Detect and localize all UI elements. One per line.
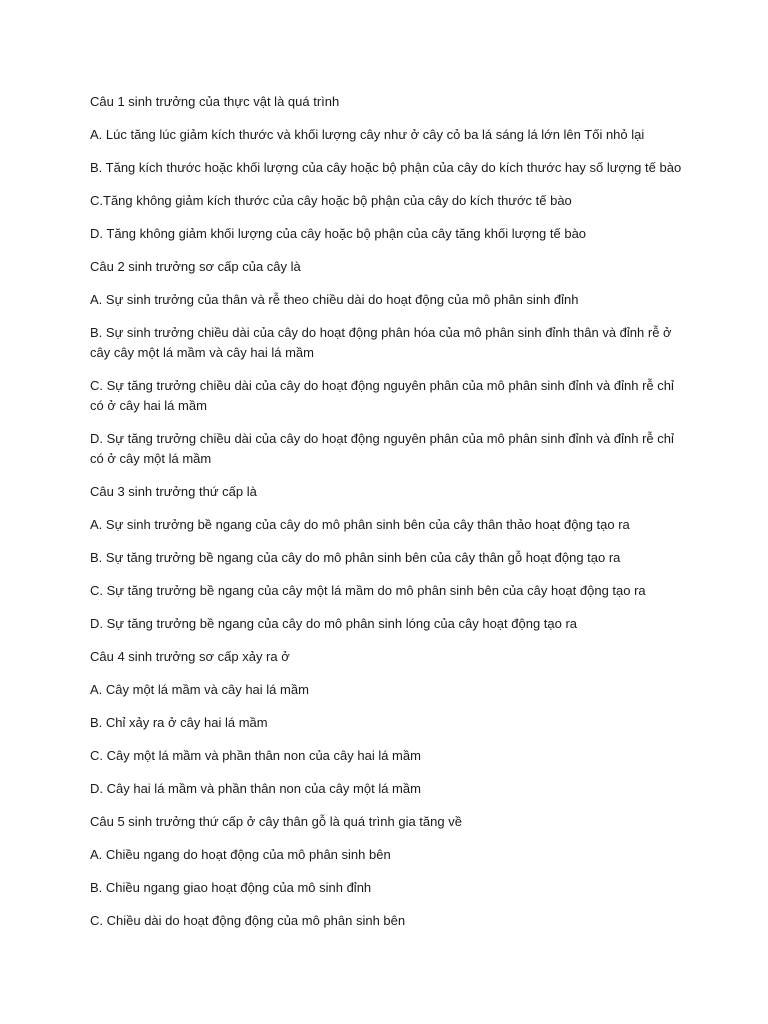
question-4-option-d: D. Cây hai lá mầm và phần thân non của cây một lá mầm [90, 781, 421, 796]
question-4-heading: Câu 4 sinh trưởng sơ cấp xảy ra ở [90, 649, 290, 664]
question-5-option-b: B. Chiều ngang giao hoạt động của mô sinh đỉnh [90, 880, 372, 895]
question-4-option-a: A. Cây một lá mầm và cây hai lá mầm [90, 682, 309, 697]
question-1-option-d: D. Tăng không giảm khối lượng của cây hoặc bộ phận của cây tăng khối lượng tế bào [90, 226, 587, 241]
question-2-option-a: A. Sự sinh trưởng của thân và rễ theo chiều dài do hoạt động của mô phân sinh đỉnh [90, 292, 579, 307]
question-4-option-c: C. Cây một lá mầm và phần thân non của cây hai lá mầm [90, 748, 421, 763]
question-1-heading: Câu 1 sinh trưởng của thực vật là quá trình [90, 94, 340, 109]
question-1-option-b: B. Tăng kích thước hoặc khối lượng của cây hoặc bộ phận của cây do kích thước hay số lượng tế bào [90, 160, 682, 175]
question-5-heading: Câu 5 sinh trưởng thứ cấp ở cây thân gỗ là quá trình gia tăng về [90, 814, 462, 829]
question-2-heading: Câu 2 sinh trưởng sơ cấp của cây là [90, 259, 301, 274]
question-3-option-b: B. Sự tăng trưởng bề ngang của cây do mô phân sinh bên của cây thân gỗ hoạt động tạo ra [90, 550, 621, 565]
question-3-heading: Câu 3 sinh trưởng thứ cấp là [90, 484, 257, 499]
question-3-option-a: A. Sự sinh trưởng bề ngang của cây do mô phân sinh bên của cây thân thảo hoạt động tạo ra [90, 517, 630, 532]
question-5-option-c: C. Chiều dài do hoạt động động của mô phân sinh bên [90, 913, 406, 928]
question-1-option-c: C.Tăng không giảm kích thước của cây hoặc bộ phận của cây do kích thước tế bào [90, 193, 572, 208]
question-5-option-a: A. Chiều ngang do hoạt động của mô phân sinh bên [90, 847, 391, 862]
question-1-option-a: A. Lúc tăng lúc giảm kích thước và khối lượng cây như ở cây cỏ ba lá sáng lá lớn lên Tối nhỏ lại [90, 127, 645, 142]
question-4-option-b: B. Chỉ xảy ra ở cây hai lá mầm [90, 715, 268, 730]
question-2-option-c: C. Sự tăng trưởng chiều dài của cây do hoạt động nguyên phân của mô phân sinh đỉnh và đỉnh rễ chỉ có ở cây hai lá mầm [90, 378, 674, 413]
question-3-option-d: D. Sự tăng trưởng bề ngang của cây do mô phân sinh lóng của cây hoạt động tạo ra [90, 616, 578, 631]
question-2-option-b: B. Sự sinh trưởng chiều dài của cây do hoạt động phân hóa của mô phân sinh đỉnh thân và đỉnh rễ ở cây cây một lá mầm và cây hai lá mầm [90, 325, 672, 360]
question-3-option-c: C. Sự tăng trưởng bề ngang của cây một lá mầm do mô phân sinh bên của cây hoạt động tạo ra [90, 583, 646, 598]
document-body [90, 92, 690, 944]
question-2-option-d: D. Sự tăng trưởng chiều dài của cây do hoạt động nguyên phân của mô phân sinh đỉnh và đỉnh rễ chỉ có ở cây một lá mầm [90, 431, 674, 466]
